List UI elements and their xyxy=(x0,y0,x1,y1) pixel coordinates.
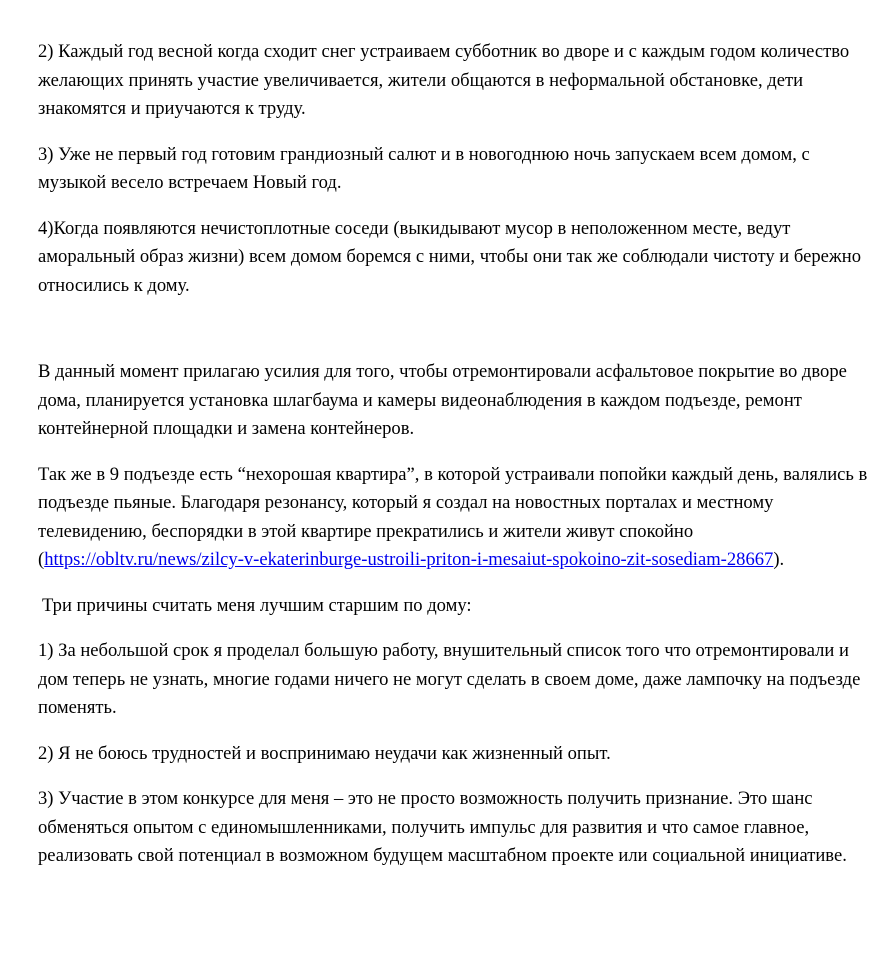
paragraph-salute: 3) Уже не первый год готовим грандиозный салют и в новогоднюю ночь запускаем всем домом, с музыкой весело встречаем Новый год. xyxy=(38,143,810,193)
paragraph-reason-1: 1) За небольшой срок я проделал большую работу, внушительный список того что отремонтировали и дом теперь не узнать, многие годами ничего не могут сделать в своем доме, даже лампочку на подъезде поменять. xyxy=(38,640,861,718)
bad-apartment-text-end: ). xyxy=(773,549,785,570)
paragraph-reason-3: 3) Участие в этом конкурсе для меня – это не просто возможность получить признание. Это шанс обменяться опытом с единомышленниками, получить импульс для развития и что самое главное, реализовать свой потенциал в возможном будущем масштабном проекте или социальной инициативе. xyxy=(38,788,847,866)
paragraph-current-efforts: В данный момент прилагаю усилия для того, чтобы отремонтировали асфальтовое покрытие во дворе дома, планируется установка шлагбаума и камеры видеонаблюдения в каждом подъезде, ремонт контейнерной площадки и замена контейнеров. xyxy=(38,361,847,439)
paragraph-bad-apartment xyxy=(38,461,868,575)
bad-apartment-text: Так же в 9 подъезде есть “нехорошая квартира”, в которой устраивали попойки каждый день, валялись в подъезде пьяные. Благодаря резонансу, который я создал на новостных порталах и местному телевидению, беспорядки в этой квартире прекратились и жители живут спокойно ( xyxy=(38,463,868,570)
paragraph-reason-2: 2) Я не боюсь трудностей и воспринимаю неудачи как жизненный опыт. xyxy=(38,742,611,764)
news-article-link[interactable]: https://obltv.ru/news/zilcy-v-ekaterinburge-ustroili-priton-i-mesaiut-spokoino-zit-sosediam-28667 xyxy=(44,549,774,570)
paragraph-neighbors: 4)Когда появляются нечистоплотные соседи (выкидывают мусор в неположенном месте, ведут аморальный образ жизни) всем домом боремся с ними, чтобы они так же соблюдали чистоту и бережно относились к дому. xyxy=(38,217,862,296)
paragraph-subbotnik: 2) Каждый год весной когда сходит снег устраиваем субботник во дворе и с каждым годом количество желающих принять участие увеличивается, жители общаются в неформальной обстановке, дети знакомятся и приучаются к труду. xyxy=(38,41,850,119)
paragraph-three-reasons-heading: Три причины считать меня лучшим старшим по дому: xyxy=(42,594,472,616)
document-page xyxy=(38,38,868,871)
